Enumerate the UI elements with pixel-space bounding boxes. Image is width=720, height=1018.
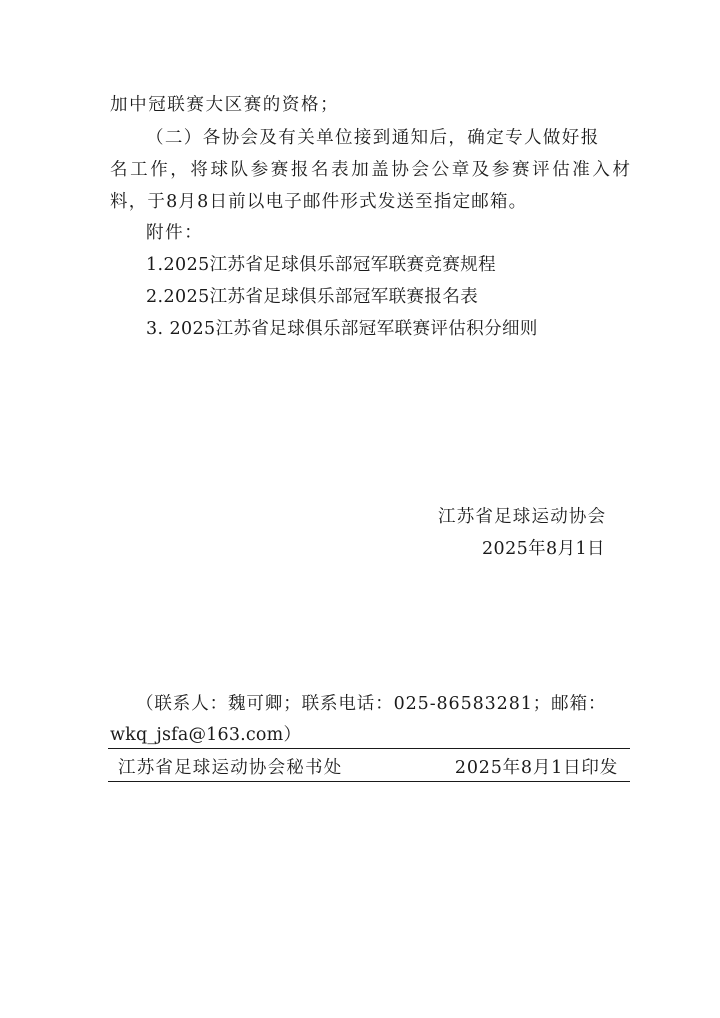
signature-date: 2025年8月1日 (482, 539, 605, 559)
attachment-item-1: 1.2025江苏省足球俱乐部冠军联赛竞赛规程 (146, 255, 497, 275)
attachments-heading: 附件： (146, 223, 204, 243)
attachment-item-3: 3. 2025江苏省足球俱乐部冠军联赛评估积分细则 (146, 319, 538, 339)
contact-line-2: wkq_jsfa@163.com） (110, 725, 302, 745)
body-line-2: （二）各协会及有关单位接到通知后，确定专人做好报 (146, 128, 600, 148)
footer-bottom-rule (108, 781, 630, 782)
contact-line-1: （联系人：魏可卿；联系电话：025-86583281；邮箱： (136, 694, 607, 714)
body-line-4: 料，于8月8日前以电子邮件形式发送至指定邮箱。 (110, 192, 528, 212)
footer-issuer: 江苏省足球运动协会秘书处 (118, 758, 343, 778)
attachment-item-2: 2.2025江苏省足球俱乐部冠军联赛报名表 (146, 287, 479, 307)
signature-organization: 江苏省足球运动协会 (438, 507, 607, 527)
footer-issue-date: 2025年8月1日印发 (454, 758, 618, 778)
body-line-3: 名工作，将球队参赛报名表加盖协会公章及参赛评估准入材 (110, 160, 630, 180)
footer-top-rule (108, 748, 630, 749)
body-line-1: 加中冠联赛大区赛的资格； (110, 95, 340, 115)
